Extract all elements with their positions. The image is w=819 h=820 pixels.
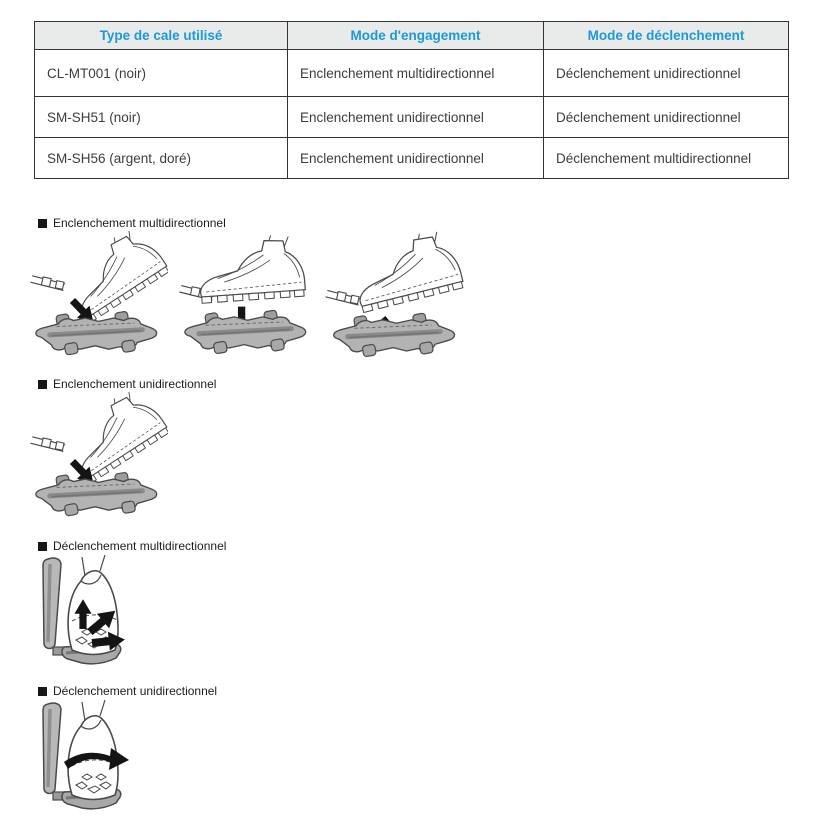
- pedal-icon: [334, 313, 455, 357]
- crank-icon: [30, 437, 65, 452]
- section-label-text: Déclenchement unidirectionnel: [53, 684, 218, 698]
- table-row: [35, 138, 789, 179]
- illustration-engage-back-down: [320, 231, 470, 359]
- section-label-release-uni: [38, 684, 217, 698]
- black-square-bullet-icon: [38, 219, 47, 228]
- cell-engagement: Enclenchement unidirectionnel: [288, 138, 544, 179]
- table-header-row: [35, 22, 789, 50]
- illustration-release-unidirectional: [34, 700, 134, 815]
- cell-release: Déclenchement unidirectionnel: [544, 97, 789, 138]
- cell-cleat: CL-MT001 (noir): [35, 50, 288, 97]
- table-row: [35, 50, 789, 97]
- black-square-bullet-icon: [38, 542, 47, 551]
- section-label-text: Déclenchement multidirectionnel: [53, 539, 227, 553]
- illustration-engage-toe-down: [30, 231, 168, 359]
- table-row: [35, 97, 789, 138]
- pedal-icon: [36, 472, 157, 516]
- illustration-engage-flat: [179, 228, 317, 356]
- crank-icon: [30, 276, 65, 291]
- shoe-side-icon: [197, 233, 306, 303]
- col-header-cleat-type: Type de cale utilisé: [35, 22, 288, 50]
- section-label-text: Enclenchement multidirectionnel: [53, 216, 226, 230]
- col-header-engagement: Mode d'engagement: [288, 22, 544, 50]
- cleat-modes-table: [34, 21, 789, 179]
- pedal-icon: [36, 311, 157, 355]
- black-square-bullet-icon: [38, 687, 47, 696]
- cell-cleat: SM-SH56 (argent, doré): [35, 138, 288, 179]
- section-label-release-multi: [38, 539, 226, 553]
- shoe-side-icon: [57, 231, 168, 324]
- shoe-side-icon: [348, 231, 465, 313]
- section-label-text: Enclenchement unidirectionnel: [53, 377, 217, 391]
- crank-icon: [326, 290, 361, 305]
- col-header-release: Mode de déclenchement: [544, 22, 789, 50]
- cell-release: Déclenchement multidirectionnel: [544, 138, 789, 179]
- illustration-release-multidirectional: [34, 555, 134, 670]
- shoe-side-icon: [57, 392, 168, 485]
- cell-engagement: Enclenchement multidirectionnel: [288, 50, 544, 97]
- illustration-engage-toe-down-uni: [30, 392, 168, 520]
- cell-release: Déclenchement unidirectionnel: [544, 50, 789, 97]
- pedal-icon: [185, 310, 306, 354]
- black-square-bullet-icon: [38, 380, 47, 389]
- cell-cleat: SM-SH51 (noir): [35, 97, 288, 138]
- cell-engagement: Enclenchement unidirectionnel: [288, 97, 544, 138]
- section-label-engagement-uni: [38, 377, 216, 391]
